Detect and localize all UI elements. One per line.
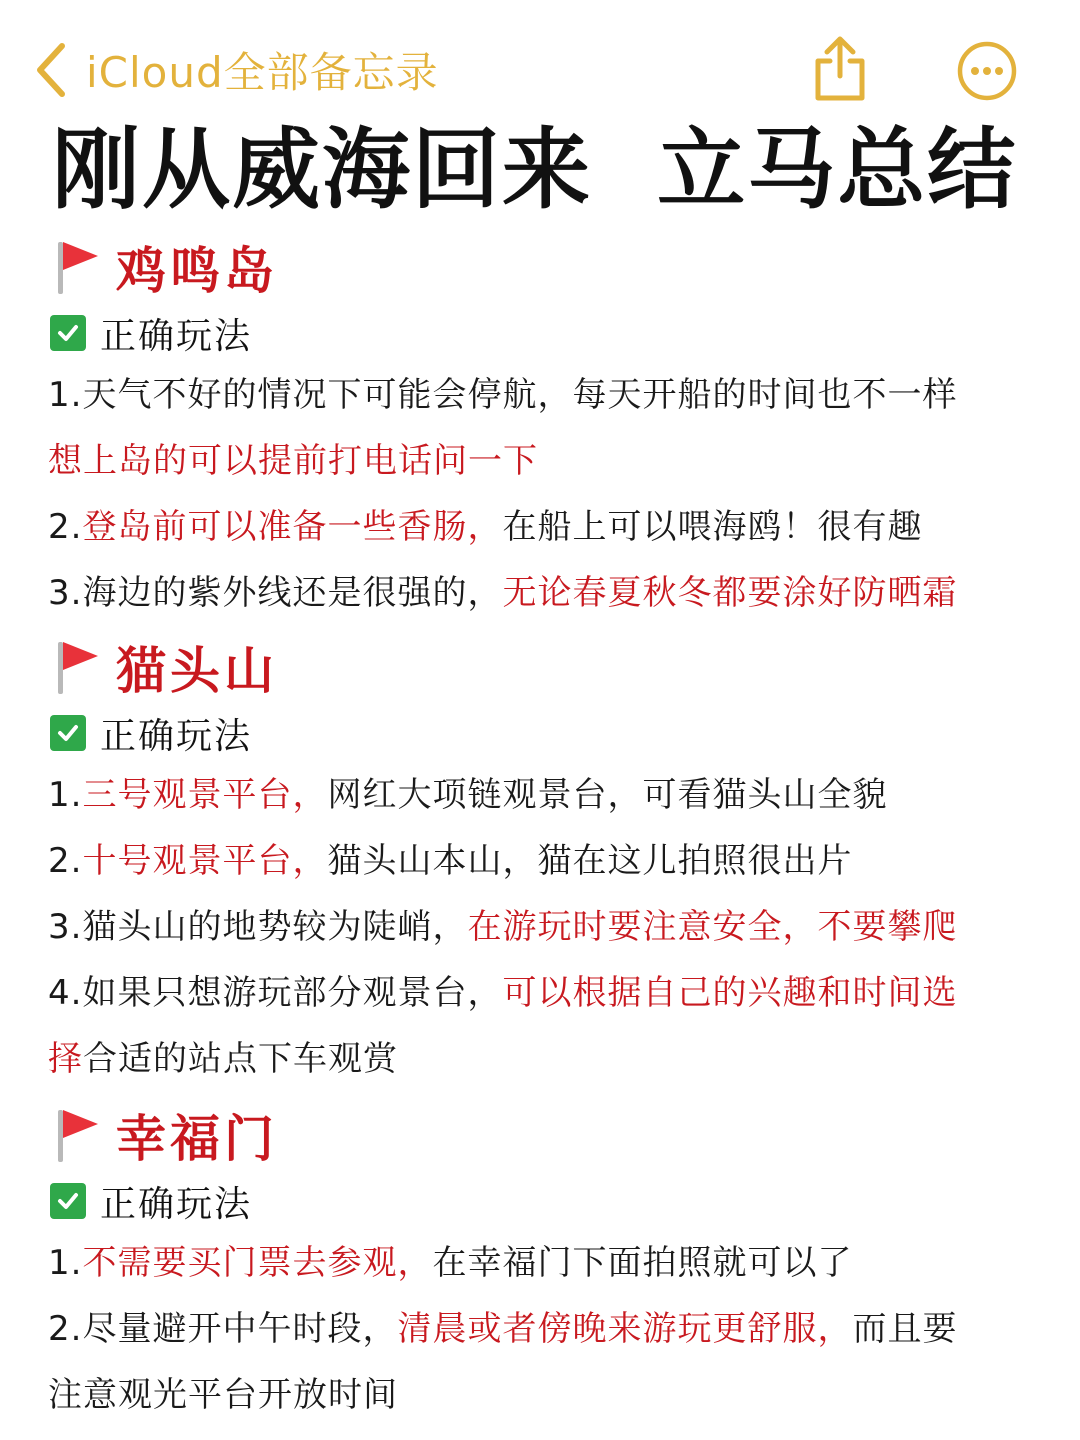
text-segment: 1.	[48, 1243, 83, 1283]
check-label: 正确玩法	[100, 715, 253, 757]
text-segment: 3.海边的紫外线还是很强的，	[48, 573, 503, 613]
section-header-maotoushan	[52, 634, 278, 700]
text-segment: 网红大项链观景台，可看猫头山全貌	[327, 775, 888, 815]
highlight-segment: 可以根据自己的兴趣和时间选	[502, 973, 958, 1013]
highlight-segment: 清晨或者傍晚来游玩更舒服，	[397, 1309, 853, 1349]
highlight-segment: 登岛前可以准备一些香肠，	[82, 507, 503, 547]
more-icon[interactable]	[956, 40, 1018, 102]
text-line	[48, 1034, 1048, 1084]
section-title: 幸福门	[116, 1110, 278, 1168]
text-line	[48, 502, 1048, 552]
highlight-segment: 三号观景平台，	[82, 775, 328, 815]
text-line	[48, 1304, 1048, 1354]
text-line	[48, 1370, 1048, 1420]
text-line	[48, 902, 1048, 952]
text-segment: 1.	[48, 775, 83, 815]
check-mark-icon	[50, 715, 86, 751]
back-button[interactable]	[34, 40, 439, 100]
check-mark-icon	[50, 315, 86, 351]
check-row	[50, 308, 252, 358]
share-icon[interactable]	[810, 34, 870, 102]
text-segment: 而且要	[852, 1309, 958, 1349]
check-row	[50, 708, 252, 758]
text-line	[48, 436, 1048, 486]
check-mark-icon	[50, 1183, 86, 1219]
check-label: 正确玩法	[100, 1183, 253, 1225]
check-label: 正确玩法	[100, 315, 253, 357]
note-title: 刚从威海回来 立马总结	[52, 118, 1018, 221]
check-row	[50, 1176, 252, 1226]
red-flag-icon	[52, 1106, 104, 1164]
text-line	[48, 968, 1048, 1018]
back-label: iCloud全部备忘录	[86, 48, 439, 97]
text-segment: 在幸福门下面拍照就可以了	[432, 1243, 853, 1283]
text-segment: 2.	[48, 507, 83, 547]
navigation-bar	[0, 0, 1080, 110]
text-line	[48, 770, 1048, 820]
text-segment: 3.猫头山的地势较为陡峭，	[48, 907, 468, 947]
highlight-segment: 择	[48, 1039, 83, 1079]
text-line	[48, 568, 1048, 618]
highlight-segment: 无论春夏秋冬都要涂好防晒霜	[502, 573, 958, 613]
text-segment: 注意观光平台开放时间	[48, 1375, 398, 1415]
highlight-segment: 在游玩时要注意安全，不要攀爬	[467, 907, 958, 947]
red-flag-icon	[52, 238, 104, 296]
text-segment: 2.尽量避开中午时段，	[48, 1309, 398, 1349]
text-segment: 1.天气不好的情况下可能会停航，每天开船的时间也不一样	[48, 375, 958, 415]
text-segment: 想上岛的可以提前打电话问一下	[48, 441, 538, 481]
section-header-jimingdao	[52, 234, 278, 300]
text-segment: 4.如果只想游玩部分观景台，	[48, 973, 503, 1013]
highlight-segment: 十号观景平台，	[82, 841, 328, 881]
red-flag-icon	[52, 638, 104, 696]
section-title: 猫头山	[116, 642, 278, 700]
text-line	[48, 836, 1048, 886]
text-segment: 2.	[48, 841, 83, 881]
text-segment: 合适的站点下车观赏	[83, 1039, 398, 1079]
highlight-segment: 不需要买门票去参观，	[82, 1243, 433, 1283]
text-segment: 猫头山本山，猫在这儿拍照很出片	[327, 841, 853, 881]
chevron-left-icon	[34, 42, 68, 98]
section-title: 鸡鸣岛	[116, 242, 278, 300]
text-line	[48, 370, 1048, 420]
text-line	[48, 1238, 1048, 1288]
section-header-xingfumen	[52, 1102, 278, 1168]
text-segment: 在船上可以喂海鸥！很有趣	[502, 507, 923, 547]
